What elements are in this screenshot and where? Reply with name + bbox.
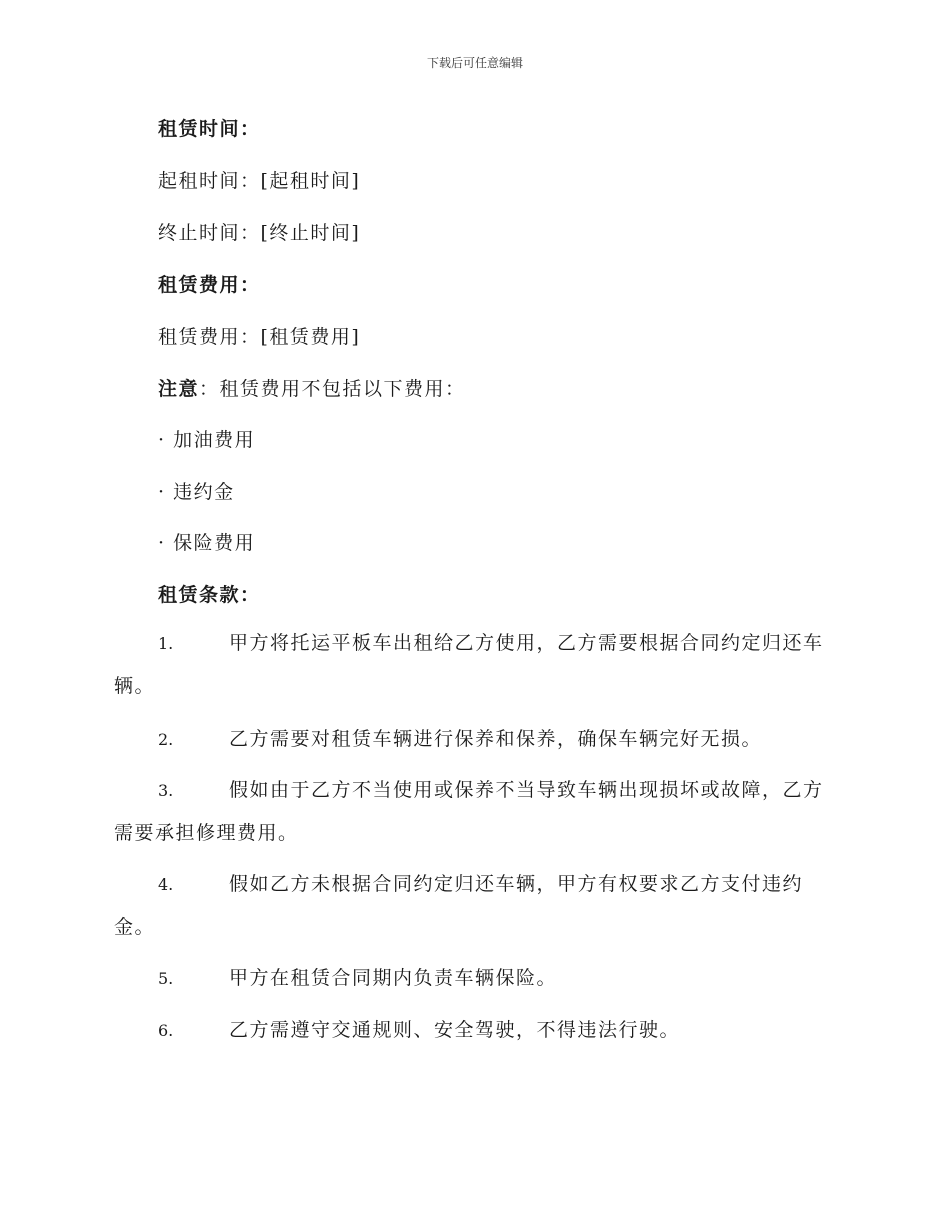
clause-text: 乙方需要对租赁车辆进行保养和保养，确保车辆完好无损。 — [229, 728, 763, 750]
exclusion-item-penalty: · 违约金 — [158, 481, 235, 503]
lease-clause-4 — [114, 863, 834, 948]
lease-clause-5 — [114, 957, 834, 1000]
clause-number: 4. — [158, 875, 174, 894]
fee-note — [158, 374, 466, 401]
lease-end-time: 终止时间：[终止时间] — [158, 222, 361, 244]
clause-text: 甲方在租赁合同期内负责车辆保险。 — [229, 967, 558, 989]
lease-clause-3 — [114, 769, 834, 854]
fee-note-lead: 注意 — [158, 378, 200, 400]
lease-time-heading: 租赁时间： — [158, 118, 261, 140]
clause-number: 2. — [158, 730, 174, 749]
fee-note-text: ：租赁费用不包括以下费用： — [199, 378, 466, 400]
lease-clause-2 — [114, 718, 834, 761]
page-header-note: 下载后可任意编辑 — [426, 56, 523, 70]
clause-text: 假如由于乙方不当使用或保养不当导致车辆出现损坏或故障，乙方需要承担修理费用。 — [114, 779, 824, 844]
clause-number: 1. — [158, 634, 174, 653]
lease-clause-1 — [114, 622, 834, 707]
clause-number: 3. — [158, 781, 174, 800]
clause-text: 乙方需遵守交通规则、安全驾驶，不得违法行驶。 — [229, 1019, 681, 1041]
lease-clause-6 — [114, 1009, 834, 1052]
clause-text: 假如乙方未根据合同约定归还车辆，甲方有权要求乙方支付违约金。 — [114, 873, 804, 938]
lease-terms-heading: 租赁条款： — [158, 584, 261, 606]
lease-start-time: 起租时间：[起租时间] — [158, 170, 361, 192]
exclusion-item-fuel: · 加油费用 — [158, 429, 256, 451]
clause-number: 6. — [158, 1021, 174, 1040]
lease-fee-value: 租赁费用：[租赁费用] — [158, 326, 361, 348]
exclusion-item-insurance: · 保险费用 — [158, 532, 256, 554]
clause-number: 5. — [158, 969, 174, 988]
lease-fee-heading: 租赁费用： — [158, 274, 261, 296]
clause-text: 甲方将托运平板车出租给乙方使用，乙方需要根据合同约定归还车辆。 — [114, 632, 824, 697]
